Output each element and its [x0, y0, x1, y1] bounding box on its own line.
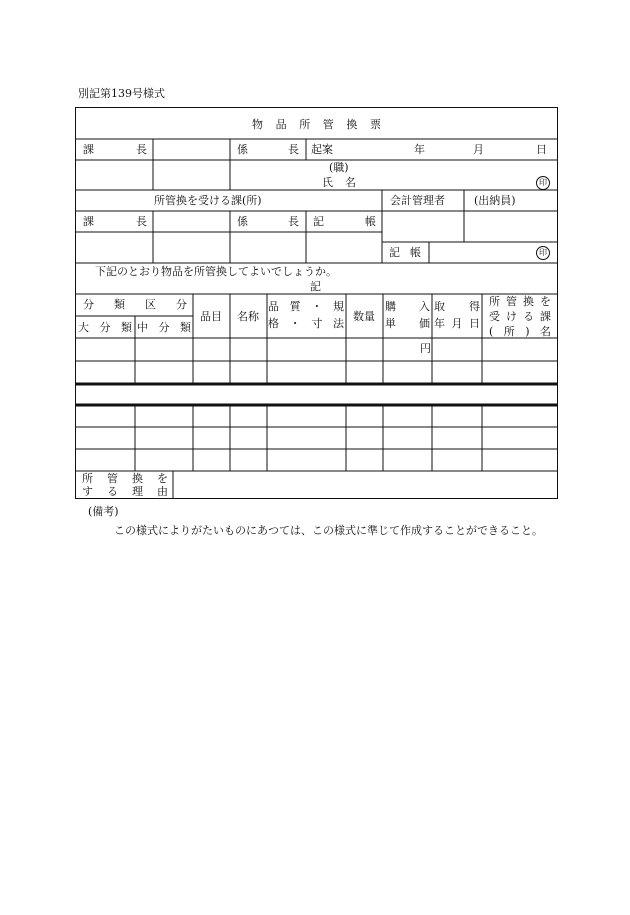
quality-header-line2: 格 ・ 寸 法 — [268, 317, 344, 330]
notes-heading: (備考) — [88, 505, 119, 518]
quality-header-line1: 品 質 ・ 規 — [268, 300, 344, 313]
classification-header: 分 類 区 分 — [83, 298, 187, 311]
day-label: 日 — [536, 143, 547, 156]
quantity-header: 数量 — [353, 310, 375, 323]
seal-mark: 印 — [536, 176, 550, 190]
accounting-record-label: 記 帳 — [389, 246, 421, 259]
acquired-header-line2: 年 月 日 — [434, 317, 480, 330]
reason-label-line1: 所 管 換 を — [82, 472, 168, 485]
notes-body: この様式によりがたいものにあつては、この様式に準じて作成することができること。 — [114, 524, 543, 537]
transfer-form — [75, 107, 558, 499]
intro-text: 下記のとおり物品を所管換してよいでしょうか。 — [95, 265, 337, 278]
name-label: 氏 名 — [322, 176, 356, 189]
reason-label-line2: す る 理 由 — [82, 485, 168, 498]
staff-chief-label: 係 長 — [237, 143, 299, 156]
accounting-seal-mark: 印 — [536, 246, 550, 260]
name-header: 名称 — [237, 310, 259, 323]
ki-label: 記 — [310, 280, 321, 293]
accounting-manager-label: 会計管理者 — [390, 194, 445, 207]
drafter-label: 起案 — [311, 143, 333, 156]
receiving-record-label: 記 帳 — [313, 215, 376, 228]
receiving-staff-chief-label: 係 長 — [237, 215, 299, 228]
month-label: 月 — [473, 143, 484, 156]
minor-class-header: 中 分 類 — [137, 321, 191, 334]
receiver-header-line2: 受 け る 課 — [489, 310, 551, 323]
year-label: 年 — [414, 143, 425, 156]
receiving-section-label: 所管換を受ける課(所) — [154, 194, 262, 207]
receiver-header-line3: ( 所 ) 名 — [489, 325, 551, 338]
form-title: 物 品 所 管 換 票 — [252, 118, 381, 131]
receiver-header-line1: 所 管 換 を — [489, 295, 551, 308]
major-class-header: 大 分 類 — [78, 321, 132, 334]
position-label: (職) — [329, 161, 349, 174]
yen-mark: 円 — [420, 342, 431, 355]
purchase-header-line2: 単 価 — [385, 317, 430, 330]
acquired-header-line1: 取 得 — [434, 300, 480, 313]
chief-label: 課 長 — [83, 143, 147, 156]
receiving-chief-label: 課 長 — [83, 215, 147, 228]
cashier-label: (出納員) — [474, 194, 516, 207]
purchase-header-line1: 購 入 — [385, 300, 430, 313]
item-header: 品目 — [200, 310, 222, 323]
form-number: 別記第139号様式 — [78, 87, 165, 100]
